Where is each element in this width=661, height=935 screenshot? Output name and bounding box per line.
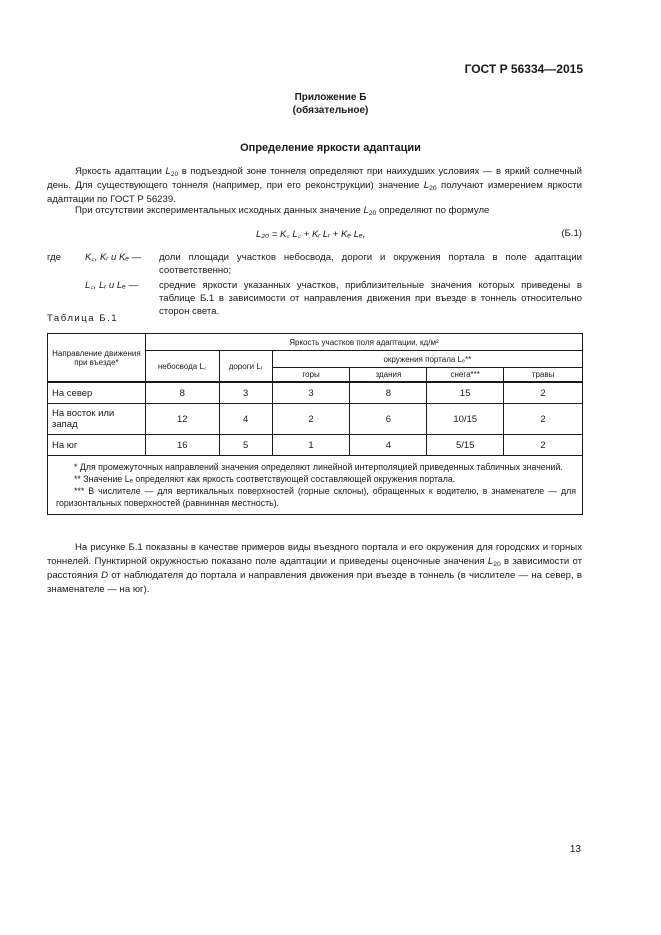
table-row: [48, 382, 583, 404]
legend-text: доли площади участков небосвода, дороги и окружения портала в поле адаптации соответственно;: [159, 252, 582, 276]
cell-mountains: 3: [272, 382, 350, 404]
header-buildings: здания: [350, 368, 427, 383]
cell-sky: 16: [145, 435, 219, 456]
legend-row-l: [47, 279, 582, 318]
legend-symbols: L꜀, Lᵣ и Lₑ —: [85, 280, 139, 291]
formula-number: (Б.1): [561, 228, 582, 239]
cell-grass: 2: [504, 382, 583, 404]
table-row: [48, 435, 583, 456]
cell-buildings: 4: [350, 435, 427, 456]
header-brightness: Яркость участков поля адаптации, кд/м²: [145, 334, 582, 351]
cell-snow: 10/15: [427, 404, 504, 435]
header-mountains: горы: [272, 368, 350, 383]
header-sky: небосвода L꜀: [145, 351, 219, 383]
table-note: *** В числителе — для вертикальных поверхностей (горные склоны), обращенных к водителю, в знаменателе — для горизонтальных поверхностей (равнинная местность).: [56, 486, 576, 508]
cell-sky: 8: [145, 382, 219, 404]
cell-direction: На юг: [48, 435, 146, 456]
cell-direction: На север: [48, 382, 146, 404]
table-notes: [48, 456, 583, 515]
header-direction: Направление движения при въезде*: [48, 334, 146, 383]
cell-grass: 2: [504, 404, 583, 435]
cell-buildings: 6: [350, 404, 427, 435]
brightness-table: [47, 333, 583, 515]
paragraph-formula-intro: При отсутствии экспериментальных исходных данных значение $L_{20}$ определяют по формуле: [75, 205, 490, 217]
header-road: дороги Lᵣ: [219, 351, 272, 383]
page-number: 13: [569, 844, 581, 855]
cell-grass: 2: [504, 435, 583, 456]
cell-road: 5: [219, 435, 272, 456]
formula-legend: [47, 251, 582, 320]
table-row: [48, 404, 583, 435]
cell-mountains: 1: [272, 435, 350, 456]
legend-text: средние яркости указанных участков, приблизительные значения которых приведены в таблице Б.1 в зависимости от направления движения при въезде в тоннель относительно сторон света.: [159, 280, 582, 317]
cell-sky: 12: [145, 404, 219, 435]
legend-label: где: [47, 252, 62, 263]
paragraph-adaptation-brightness: Яркость адаптации $L_{20}$ в подъездной зоне тоннеля определяют при наихудших условиях — в яркий солнечный день. Для существующего тоннеля (например, при его реконструкции) значение $L_{20}$ получают измерением яркости адаптации по ГОСТ Р 56239.: [47, 166, 583, 205]
standard-code: ГОСТ Р 56334—2015: [464, 62, 583, 76]
cell-road: 4: [219, 404, 272, 435]
table-note: ** Значение Lₑ определяют как яркость соответствующей составляющей окружения портала.: [74, 474, 456, 484]
cell-road: 3: [219, 382, 272, 404]
formula: L₂₀ = K꜀ L꜀ + Kᵣ Lᵣ + Kₑ Lₑ,: [256, 229, 366, 240]
table-title: Таблица Б.1: [47, 313, 119, 324]
cell-direction: На восток или запад: [48, 404, 146, 435]
cell-snow: 15: [427, 382, 504, 404]
appendix-status: (обязательное): [292, 105, 369, 116]
paragraph-figure-description: На рисунке Б.1 показаны в качестве примеров виды въездного портала и его окружения для городских и горных тоннелей. Пунктирной окружностью показано поле адаптации и приведены оценочные значения $L_{20}$ в зависимости от расстояния D от наблюдателя до портала и направления движения при въезде в тоннель (в числителе — на север, в знаменателе — на юг).: [47, 542, 582, 595]
cell-buildings: 8: [350, 382, 427, 404]
cell-snow: 5/15: [427, 435, 504, 456]
table-note: * Для промежуточных направлений значения определяют линейной интерполяцией приведенных табличных значений.: [74, 462, 563, 472]
appendix-title: Приложение Б: [294, 92, 367, 103]
legend-row-k: [47, 251, 582, 277]
cell-mountains: 2: [272, 404, 350, 435]
header-surround: окружения портала Lₑ**: [272, 351, 582, 368]
header-snow: снега***: [427, 368, 504, 383]
legend-symbols: K꜀, Kᵣ и Kₑ —: [85, 252, 142, 263]
header-grass: травы: [504, 368, 583, 383]
section-title: Определение яркости адаптации: [240, 142, 421, 154]
